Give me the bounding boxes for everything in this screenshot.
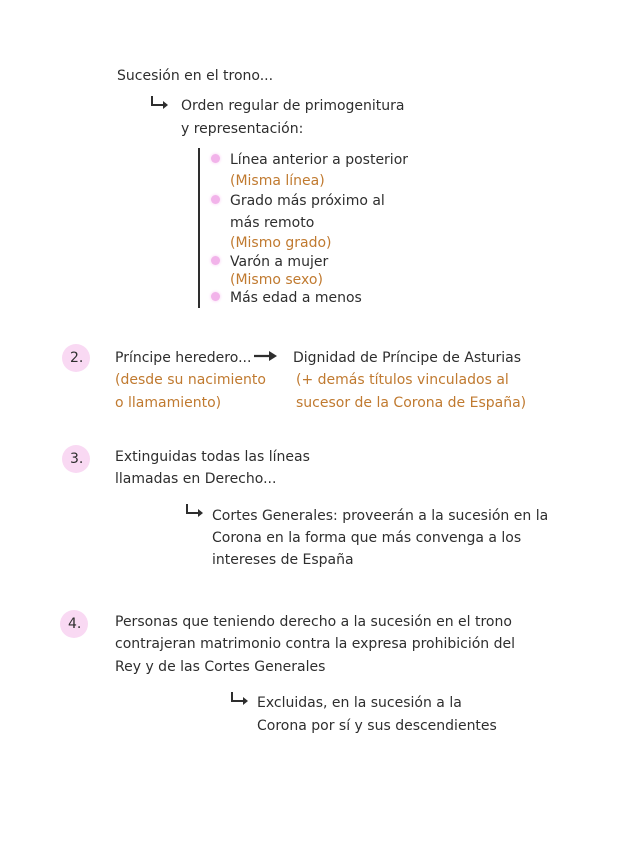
section3-line2: llamadas en Derecho... bbox=[115, 471, 277, 487]
criteria-note: (Misma línea) bbox=[230, 173, 325, 189]
section1-heading: Sucesión en el trono... bbox=[117, 68, 274, 84]
section1-sub-line2: y representación: bbox=[181, 121, 304, 137]
section2-result: Dignidad de Príncipe de Asturias bbox=[293, 350, 522, 366]
bullet-icon bbox=[211, 256, 220, 265]
criteria-rule: Grado más próximo al bbox=[230, 193, 385, 209]
section3-result-line3: intereses de España bbox=[212, 552, 354, 568]
section4-number: 4. bbox=[60, 610, 88, 638]
criteria-note: (Mismo grado) bbox=[230, 235, 332, 251]
bullet-icon bbox=[211, 195, 220, 204]
section2-number: 2. bbox=[62, 344, 90, 372]
criteria-rule: Línea anterior a posterior bbox=[230, 152, 409, 168]
criteria-rule: Varón a mujer bbox=[230, 254, 329, 270]
section2-result-note2: sucesor de la Corona de España) bbox=[296, 395, 527, 411]
turn-arrow-icon bbox=[150, 96, 170, 110]
section4-line2: contrajeran matrimonio contra la expresa prohibición del bbox=[115, 636, 516, 652]
bullet-icon bbox=[211, 154, 220, 163]
section3-number: 3. bbox=[62, 445, 90, 473]
section2-note-line2: o llamamiento) bbox=[115, 395, 222, 411]
criteria-rule-cont: más remoto bbox=[230, 215, 315, 231]
bullet-icon bbox=[211, 292, 220, 301]
section4-result-line2: Corona por sí y sus descendientes bbox=[257, 718, 497, 734]
section1-sub-line1: Orden regular de primogenitura bbox=[181, 98, 405, 114]
section2-title: Príncipe heredero... bbox=[115, 350, 252, 366]
section3-result-line2: Corona en la forma que más convenga a los bbox=[212, 530, 522, 546]
bracket-line bbox=[198, 148, 200, 308]
section2-result-note1: (+ demás títulos vinculados al bbox=[296, 372, 509, 388]
section2-note-line1: (desde su nacimiento bbox=[115, 372, 266, 388]
turn-arrow-icon bbox=[230, 692, 250, 706]
criteria-rule: Más edad a menos bbox=[230, 290, 362, 306]
arrow-right-icon bbox=[254, 350, 278, 362]
criteria-note: (Mismo sexo) bbox=[230, 272, 323, 288]
section4-result-line1: Excluidas, en la sucesión a la bbox=[257, 695, 462, 711]
section4-line1: Personas que teniendo derecho a la sucesión en el trono bbox=[115, 614, 512, 630]
section3-result-line1: Cortes Generales: proveerán a la sucesión en la bbox=[212, 508, 549, 524]
turn-arrow-icon bbox=[185, 504, 205, 518]
section4-line3: Rey y de las Cortes Generales bbox=[115, 659, 326, 675]
section3-line1: Extinguidas todas las líneas bbox=[115, 449, 310, 465]
